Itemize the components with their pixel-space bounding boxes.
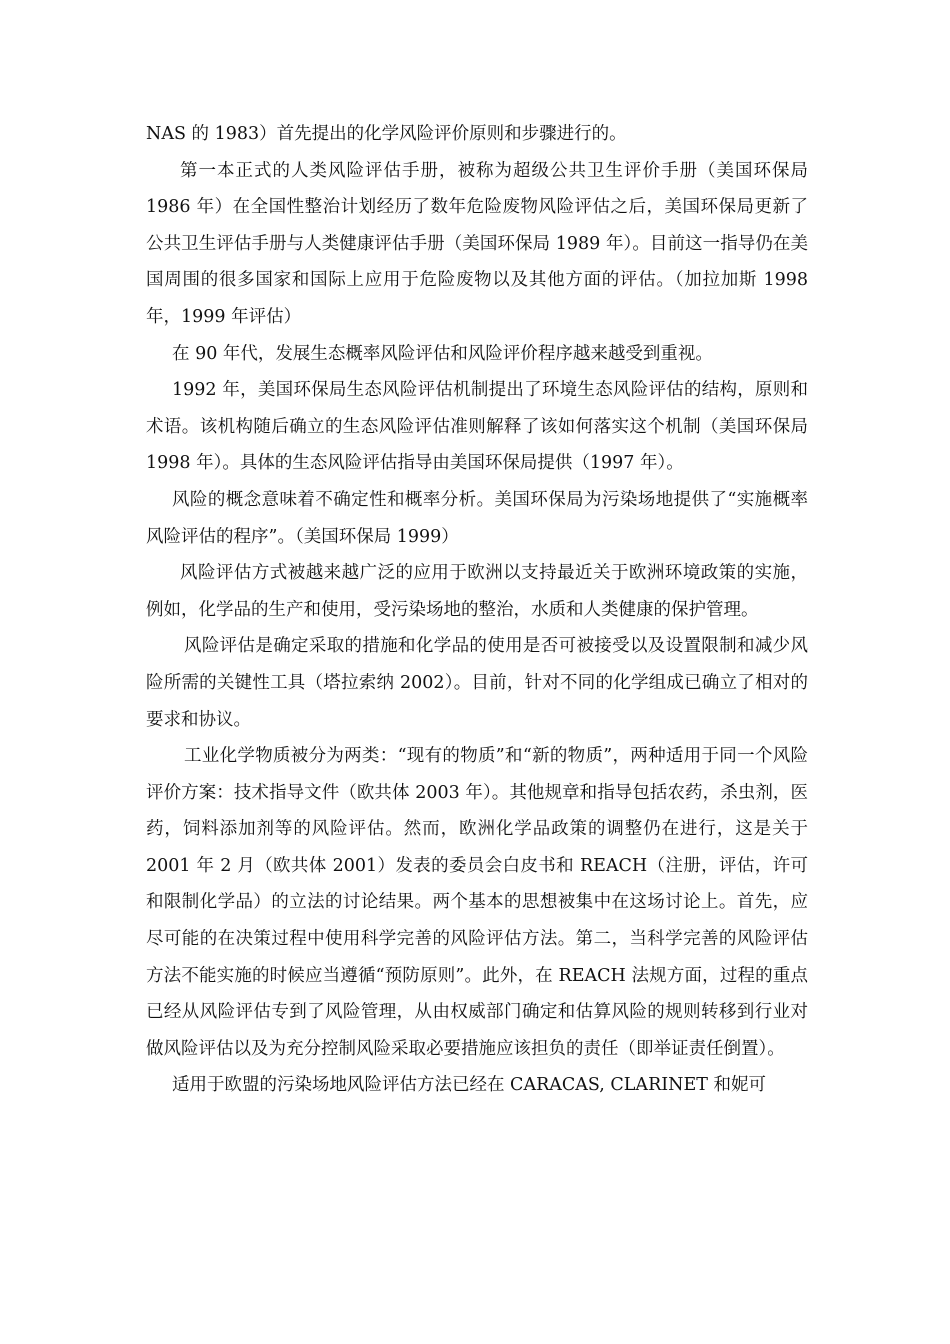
paragraph-1: NAS 的 1983）首先提出的化学风险评价原则和步骤进行的。	[146, 124, 627, 144]
paragraph-5: 风险的概念意味着不确定性和概率分析。美国环保局为污染场地提供了“实施概率风险评估的程序”。（美国环保局 1999）	[146, 489, 808, 547]
paragraph-6: 风险评估方式被越来越广泛的应用于欧洲以支持最近关于欧洲环境政策的实施，例如，化学品的生产和使用，受污染场地的整治，水质和人类健康的保护管理。	[146, 563, 808, 620]
paragraph-9: 适用于欧盟的污染场地风险评估方法已经在 CARACAS, CLARINET 和妮可	[172, 1075, 766, 1096]
paragraph-8: 工业化学物质被分为两类：“现有的物质”和“新的物质”，两种适用于同一个风险评价方案：技术指导文件（欧共体 2003 年）。其他规章和指导包括农药，杀虫剂，医药，饲料添加剂等的风险评估。然而，欧洲化学品政策的调整仍在进行，这是关于 2001 年 2 月（欧共体 2001）发表的委员会白皮书和 REACH（注册，评估，许可和限制化学品）的立法的讨论结果。两个基本的思想被集中在这场讨论上。首先，应尽可能的在决策过程中使用科学完善的风险评估方法。第二，当科学完善的风险评估方法不能实施的时候应当遵循“预防原则”。此外，在 REACH 法规方面，过程的重点已经从风险评估专到了风险管理，从由权威部门确定和估算风险的规则转移到行业对做风险评估以及为充分控制风险采取必要措施应该担负的责任（即举证责任倒置）。	[146, 746, 808, 1059]
paragraph-7: 风险评估是确定采取的措施和化学品的使用是否可被接受以及设置限制和减少风险所需的关键性工具（塔拉索纳 2002）。目前，针对不同的化学组成已确立了相对的要求和协议。	[146, 636, 808, 730]
paragraph-4: 1992 年，美国环保局生态风险评估机制提出了环境生态风险评估的结构，原则和术语。该机构随后确立的生态风险评估准则解释了该如何落实这个机制（美国环保局 1998 年）。具体的生态风险评估指导由美国环保局提供（1997 年）。	[146, 380, 808, 474]
document-body	[146, 116, 808, 1104]
paragraph-2: 第一本正式的人类风险评估手册，被称为超级公共卫生评价手册（美国环保局 1986 年）在全国性整治计划经历了数年危险废物风险评估之后，美国环保局更新了公共卫生评估手册与人类健康评估手册（美国环保局 1989 年）。目前这一指导仍在美国周围的很多国家和国际上应用于危险废物以及其他方面的评估。（加拉加斯 1998 年，1999 年评估）	[146, 160, 808, 327]
paragraph-3: 在 90 年代，发展生态概率风险评估和风险评价程序越来越受到重视。	[172, 343, 713, 364]
